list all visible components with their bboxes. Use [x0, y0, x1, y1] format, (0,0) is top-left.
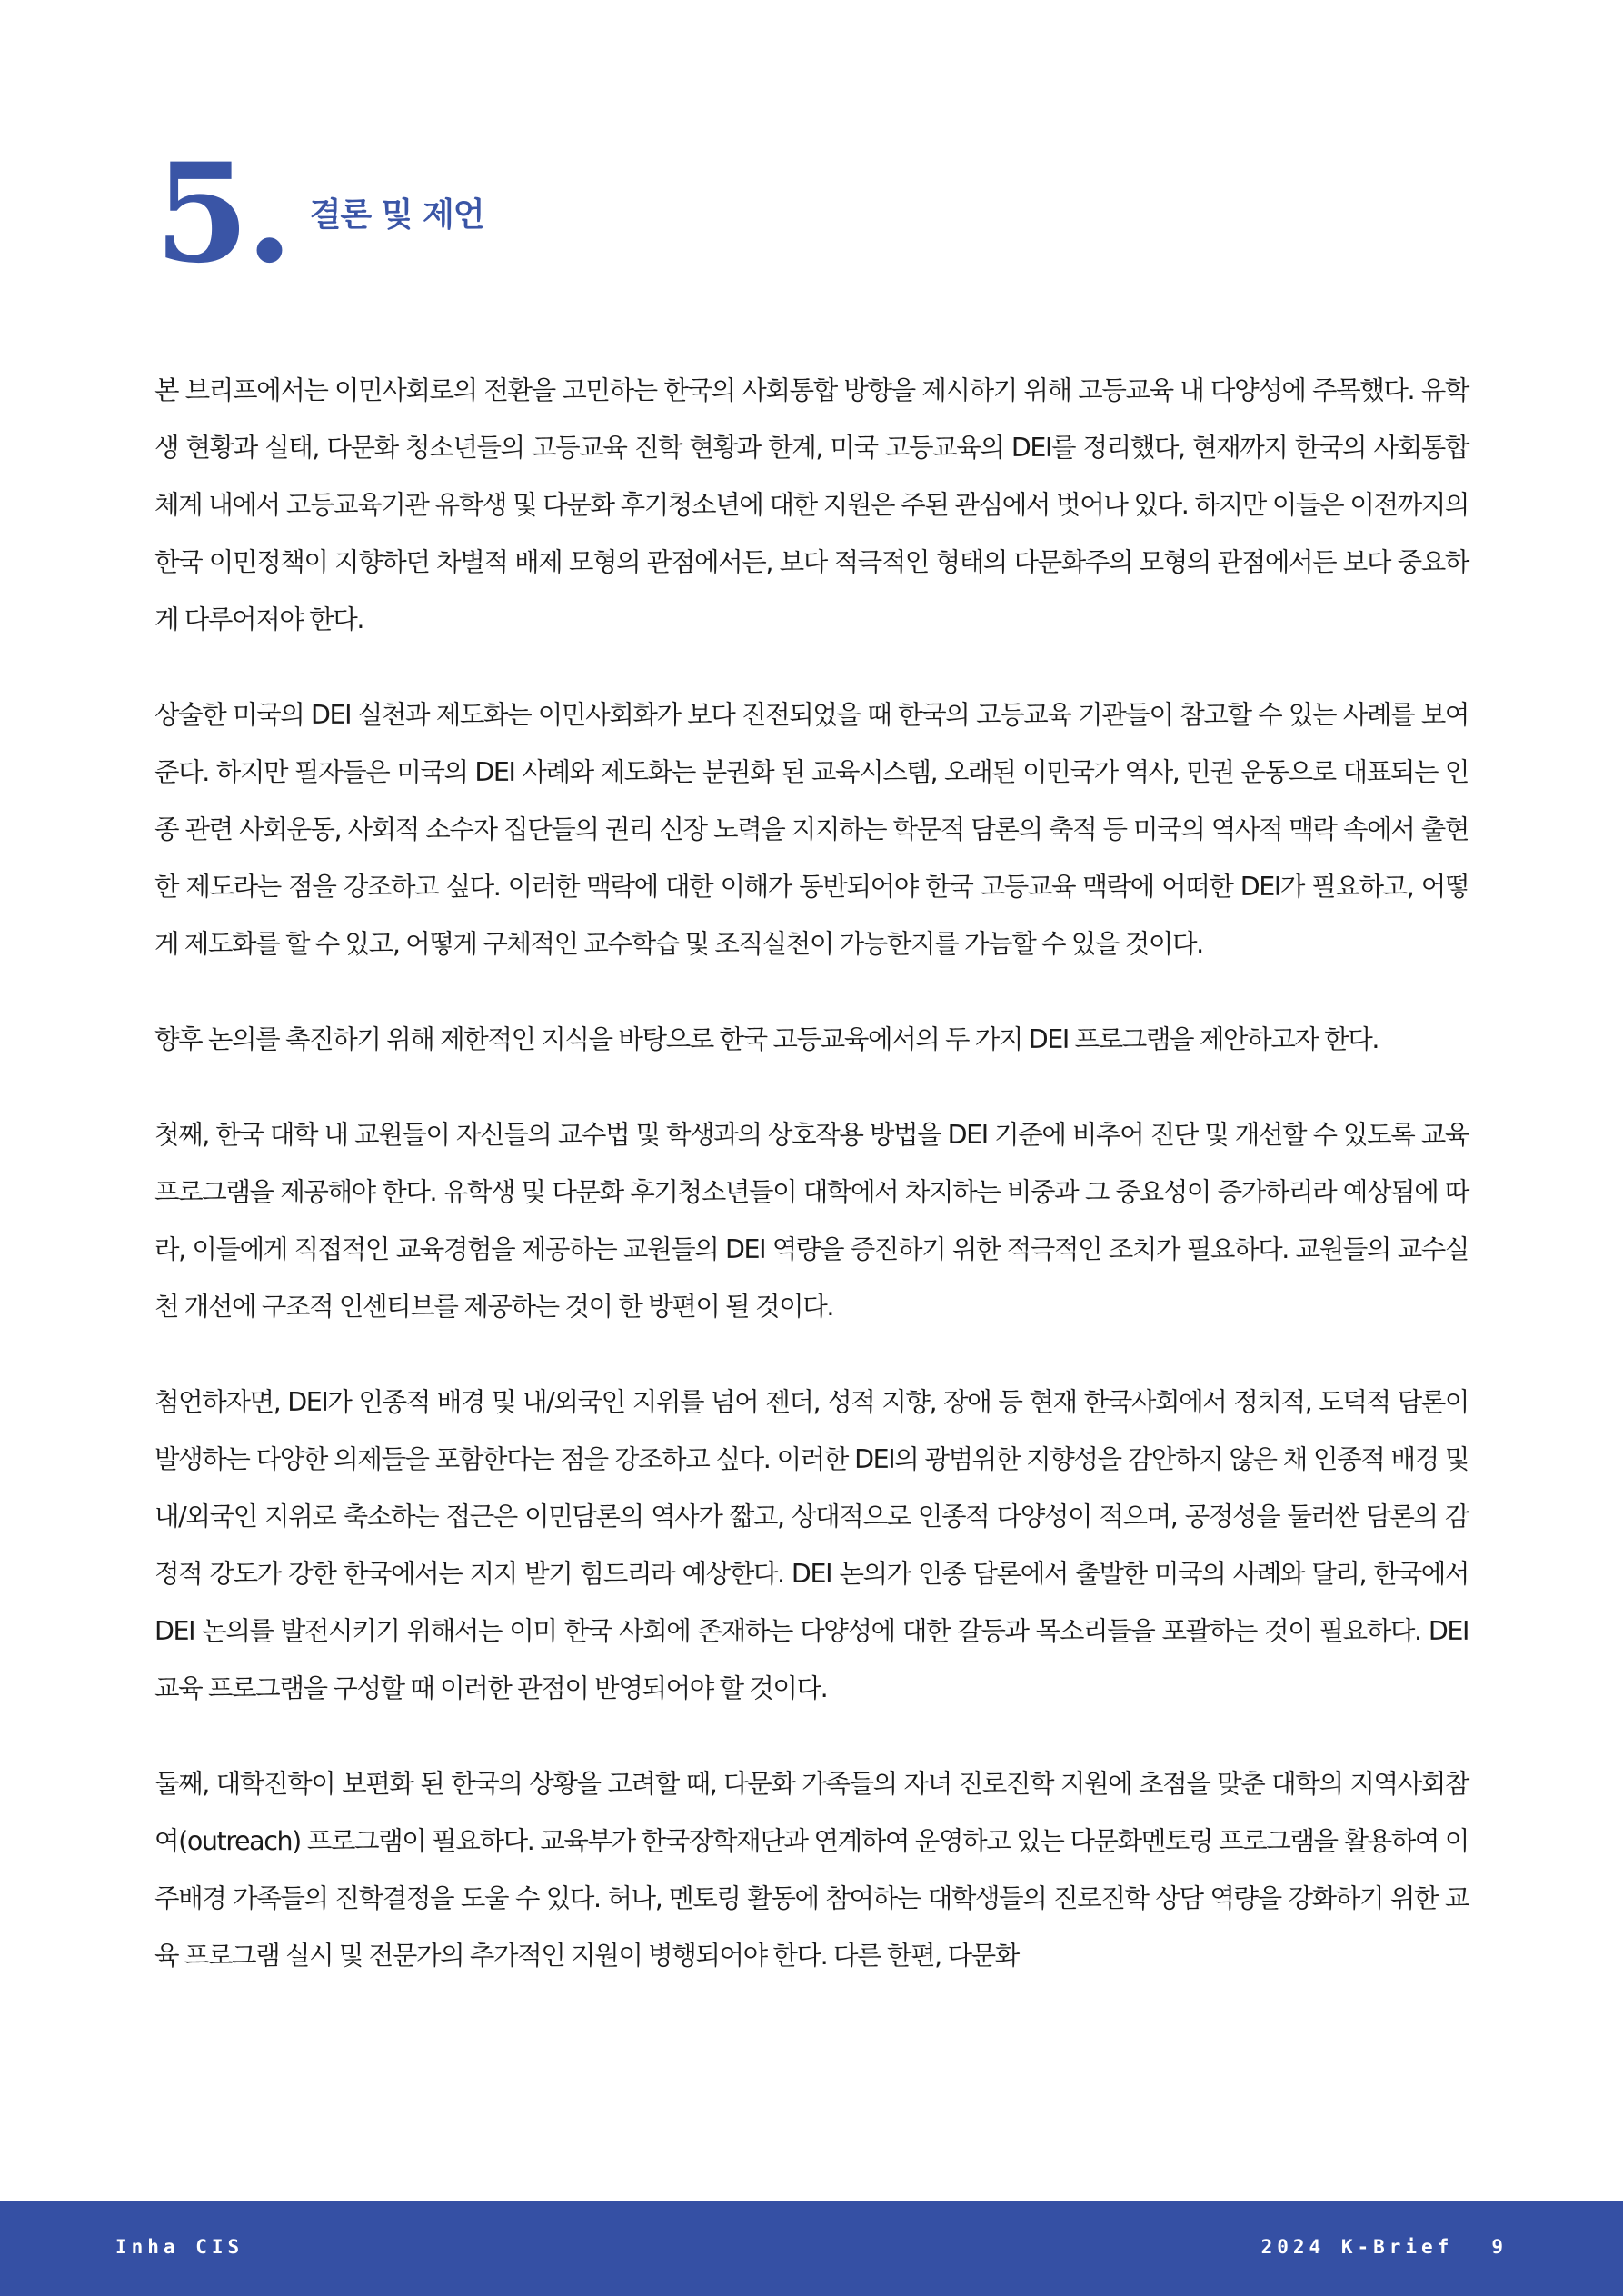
- footer-org: Inha CIS: [115, 2236, 244, 2258]
- page-number: 9: [1491, 2236, 1508, 2258]
- body-text: [154, 362, 1469, 2022]
- footer-right: [1261, 2236, 1508, 2258]
- paragraph-second: 둘째, 대학진학이 보편화 된 한국의 상황을 고려할 때, 다문화 가족들의 자녀 진로진학 지원에 초점을 맞춘 대학의 지역사회참여(outreach) 프로그램이 필요하다. 교육부가 한국장학재단과 연계하여 운영하고 있는 다문화멘토링 프로그램을 활용하여 이주배경 가족들의 진학결정을 도울 수 있다. 허나, 멘토링 활동에 참여하는 대학생들의 진로진학 상담 역량을 강화하기 위한 교육 프로그램 실시 및 전문가의 추가적인 지원이 병행되어야 한다. 다른 한편, 다문화: [154, 1769, 1469, 1971]
- paragraph-us-dei: 상술한 미국의 DEI 실천과 제도화는 이민사회화가 보다 진전되었을 때 한국의 고등교육 기관들이 참고할 수 있는 사례를 보여준다. 하지만 필자들은 미국의 DEI 사례와 제도화는 분권화 된 교육시스템, 오래된 이민국가 역사, 민권 운동으로 대표되는 인종 관련 사회운동, 사회적 소수자 집단들의 권리 신장 노력을 지지하는 학문적 담론의 축적 등 미국의 역사적 맥락 속에서 출현한 제도라는 점을 강조하고 싶다. 이러한 맥락에 대한 이해가 동반되어야 한국 고등교육 맥락에 어떠한 DEI가 필요하고, 어떻게 제도화를 할 수 있고, 어떻게 구체적인 교수학습 및 조직실천이 가능한지를 가늠할 수 있을 것이다.: [154, 700, 1469, 959]
- section-number: 5.: [154, 134, 290, 294]
- paragraph-first: 첫째, 한국 대학 내 교원들이 자신들의 교수법 및 학생과의 상호작용 방법을 DEI 기준에 비추어 진단 및 개선할 수 있도록 교육 프로그램을 제공해야 한다. 유학생 및 다문화 후기청소년들이 대학에서 차지하는 비중과 그 중요성이 증가하리라 예상됨에 따라, 이들에게 직접적인 교육경험을 제공하는 교원들의 DEI 역량을 증진하기 위한 적극적인 조치가 필요하다. 교원들의 교수실천 개선에 구조적 인센티브를 제공하는 것이 한 방편이 될 것이다.: [154, 1120, 1469, 1322]
- paragraph-addendum: 첨언하자면, DEI가 인종적 배경 및 내/외국인 지위를 넘어 젠더, 성적 지향, 장애 등 현재 한국사회에서 정치적, 도덕적 담론이 발생하는 다양한 의제들을 포함한다는 점을 강조하고 싶다. 이러한 DEI의 광범위한 지향성을 감안하지 않은 채 인종적 배경 및 내/외국인 지위로 축소하는 접근은 이민담론의 역사가 짧고, 상대적으로 인종적 다양성이 적으며, 공정성을 둘러싼 담론의 감정적 강도가 강한 한국에서는 지지 받기 힘드리라 예상한다. DEI 논의가 인종 담론에서 출발한 미국의 사례와 달리, 한국에서 DEI 논의를 발전시키기 위해서는 이미 한국 사회에 존재하는 다양성에 대한 갈등과 목소리들을 포괄하는 것이 필요하다. DEI 교육 프로그램을 구성할 때 이러한 관점이 반영되어야 할 것이다.: [154, 1387, 1469, 1703]
- section-title: 결론 및 제언: [309, 196, 484, 234]
- footer-publication: 2024 K-Brief: [1260, 2236, 1454, 2258]
- paragraph-intro: 본 브리프에서는 이민사회로의 전환을 고민하는 한국의 사회통합 방향을 제시하기 위해 고등교육 내 다양성에 주목했다. 유학생 현황과 실태, 다문화 청소년들의 고등교육 진학 현황과 한계, 미국 고등교육의 DEI를 정리했다, 현재까지 한국의 사회통합 체계 내에서 고등교육기관 유학생 및 다문화 후기청소년에 대한 지원은 주된 관심에서 벗어나 있다. 하지만 이들은 이전까지의 한국 이민정책이 지향하던 차별적 배제 모형의 관점에서든, 보다 적극적인 형태의 다문화주의 모형의 관점에서든 보다 중요하게 다루어져야 한다.: [154, 375, 1469, 634]
- footer-bar: [0, 2201, 1623, 2296]
- section-heading: [154, 134, 484, 294]
- paragraph-proposal: 향후 논의를 촉진하기 위해 제한적인 지식을 바탕으로 한국 고등교육에서의 두 가지 DEI 프로그램을 제안하고자 한다.: [154, 1024, 1379, 1054]
